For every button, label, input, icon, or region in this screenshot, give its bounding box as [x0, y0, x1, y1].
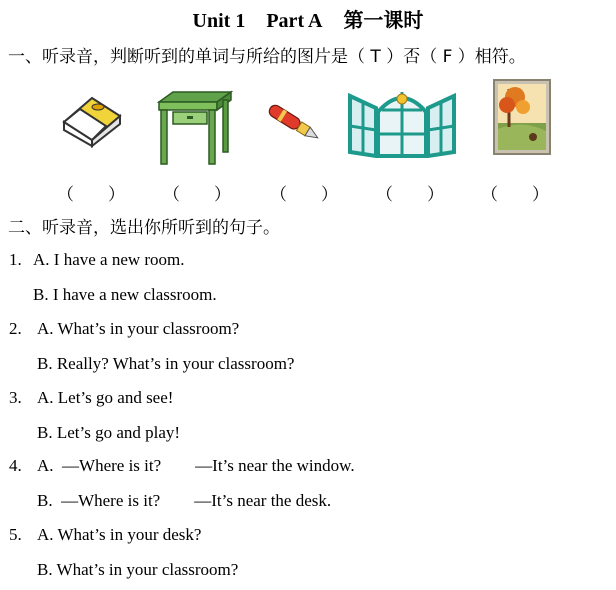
option-b: B. Let’s go and play!	[37, 423, 181, 442]
title-lesson: 第一课时	[343, 10, 424, 32]
option-b: B. —Where is it? —It’s near the desk.	[37, 491, 332, 510]
section1-instruction: 一、听录音，判断听到的单词与所给的图片是（ T ）否（ F ）相符。	[8, 47, 526, 67]
eraser-icon	[58, 92, 124, 148]
answer-blank-1[interactable]: （ ）	[57, 185, 125, 204]
section2-instruction: 二、听录音，选出你所听到的句子。	[8, 218, 280, 238]
option-b: B. What’s in your classroom?	[37, 560, 239, 579]
picture-icon	[493, 79, 551, 155]
option-b: B. I have a new classroom.	[33, 285, 217, 304]
question-number: 3.	[9, 388, 22, 407]
option-a: A. What’s in your desk?	[37, 525, 202, 544]
answer-blank-4[interactable]: （ ）	[376, 185, 444, 204]
page-title	[0, 4, 616, 33]
question-number: 4.	[9, 456, 22, 475]
answer-blank-3[interactable]: （ ）	[270, 185, 338, 204]
option-b: B. Really? What’s in your classroom?	[37, 354, 295, 373]
answer-blank-2[interactable]: （ ）	[163, 185, 231, 204]
question-number: 2.	[9, 319, 22, 338]
option-a: A. Let’s go and see!	[37, 388, 174, 407]
pen-icon	[262, 100, 326, 146]
option-a: A. —Where is it? —It’s near the window.	[37, 456, 355, 475]
window-icon	[348, 82, 456, 158]
title-part: Part A	[266, 10, 323, 32]
desk-icon	[155, 88, 233, 168]
question-number: 5.	[9, 525, 22, 544]
option-a: A. I have a new room.	[33, 250, 185, 269]
title-unit: Unit 1	[192, 10, 246, 32]
question-number: 1.	[9, 250, 22, 269]
answer-blank-5[interactable]: （ ）	[481, 185, 549, 204]
option-a: A. What’s in your classroom?	[37, 319, 240, 338]
